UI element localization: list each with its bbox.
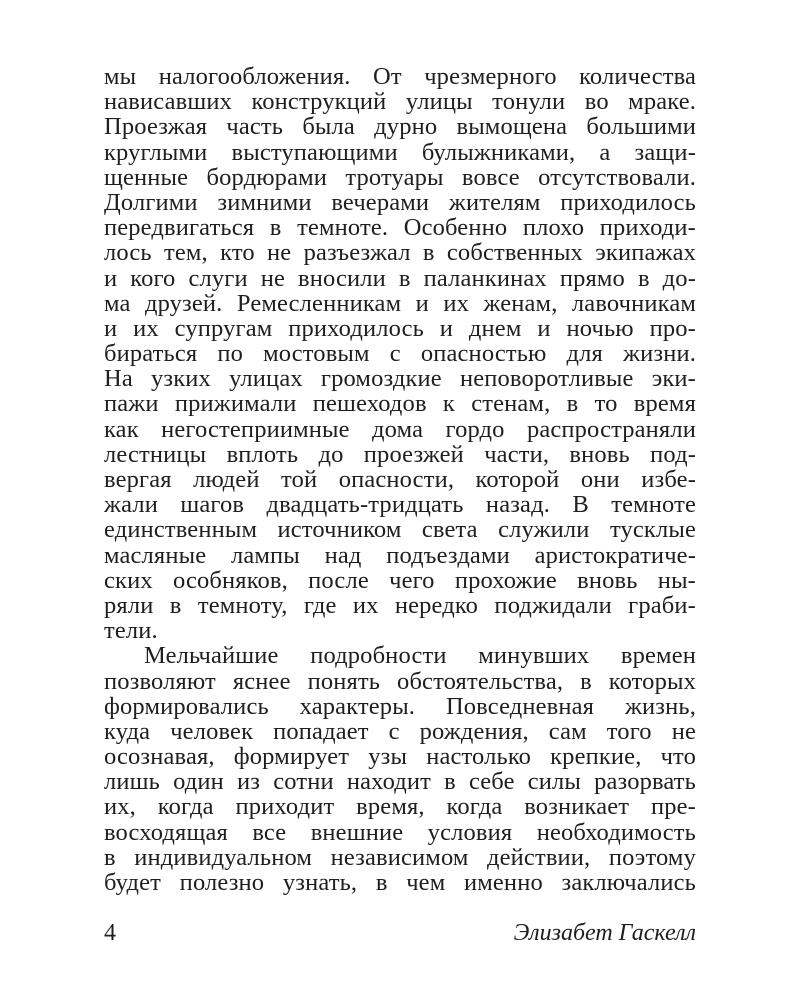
text-line: жали шагов двадцать-тридцать назад. В темноте	[104, 491, 696, 519]
text-line: вергая людей той опасности, которой они избе-	[104, 466, 696, 493]
text-line: и кого слуги не вносили в паланкинах прямо в до-	[104, 264, 696, 292]
text-line: бираться по мостовым с опасностью для жизни.	[104, 340, 696, 368]
text-line: куда человек попадает с рождения, сам того не	[104, 717, 696, 745]
text-line: круглыми выступающими булыжниками, а защи-	[104, 138, 696, 166]
text-line: единственным источником света служили тусклые	[104, 516, 696, 544]
text-line: Проезжая часть была дурно вымощена большими	[104, 113, 696, 141]
text-line: лишь один из сотни находит в себе силы разорвать	[104, 768, 696, 796]
paragraph-end-line: тели.	[104, 617, 158, 645]
text-line: будет полезно узнать, в чем именно заключались	[104, 869, 696, 896]
text-line: Долгими зимними вечерами жителям приходилось	[104, 188, 696, 216]
paragraph-start-line: Мельчайшие подробности минувших времен	[144, 642, 696, 670]
text-line: нависавших конструкций улицы тонули во мраке.	[104, 88, 696, 116]
text-line: позволяют яснее понять обстоятельства, в которых	[104, 667, 696, 695]
text-line: восходящая все внешние условия необходимость	[104, 818, 696, 846]
text-line: и их супругам приходилось и днем и ночью про-	[104, 314, 696, 342]
text-line: их, когда приходит время, когда возникает пре-	[104, 793, 696, 821]
text-line: осознавая, формирует узы настолько крепкие, что	[104, 743, 696, 771]
text-line: ма друзей. Ремесленникам и их женам, лавочникам	[104, 289, 696, 317]
text-line: формировались характеры. Повседневная жизнь,	[104, 692, 696, 720]
running-author: Элизабет Гаскелл	[513, 920, 696, 946]
text-line: ских особняков, после чего прохожие вновь ны-	[104, 566, 696, 594]
text-line: пажи прижимали пешеходов к стенам, в то время	[104, 390, 696, 418]
text-line: лось тем, кто не разъезжал в собственных экипажах	[104, 239, 696, 267]
text-line: в индивидуальном независимом действии, поэтому	[104, 843, 696, 871]
page-footer	[104, 918, 696, 948]
text-line: передвигаться в темноте. Особенно плохо приходи-	[104, 214, 696, 242]
text-line: На узких улицах громоздкие неповоротливые эки-	[104, 365, 696, 393]
text-line: масляные лампы над подъездами аристократиче-	[104, 541, 696, 569]
page-body	[104, 64, 696, 895]
text-line: щенные бордюрами тротуары вовсе отсутствовали.	[104, 163, 696, 191]
text-line: как негостеприимные дома гордо распространяли	[104, 415, 696, 443]
text-line: мы налогообложения. От чрезмерного количества	[104, 63, 696, 90]
page-number: 4	[104, 920, 116, 946]
text-line: ряли в темноту, где их нередко поджидали граби-	[104, 591, 696, 619]
text-line: лестницы вплоть до проезжей части, вновь под-	[104, 440, 696, 468]
